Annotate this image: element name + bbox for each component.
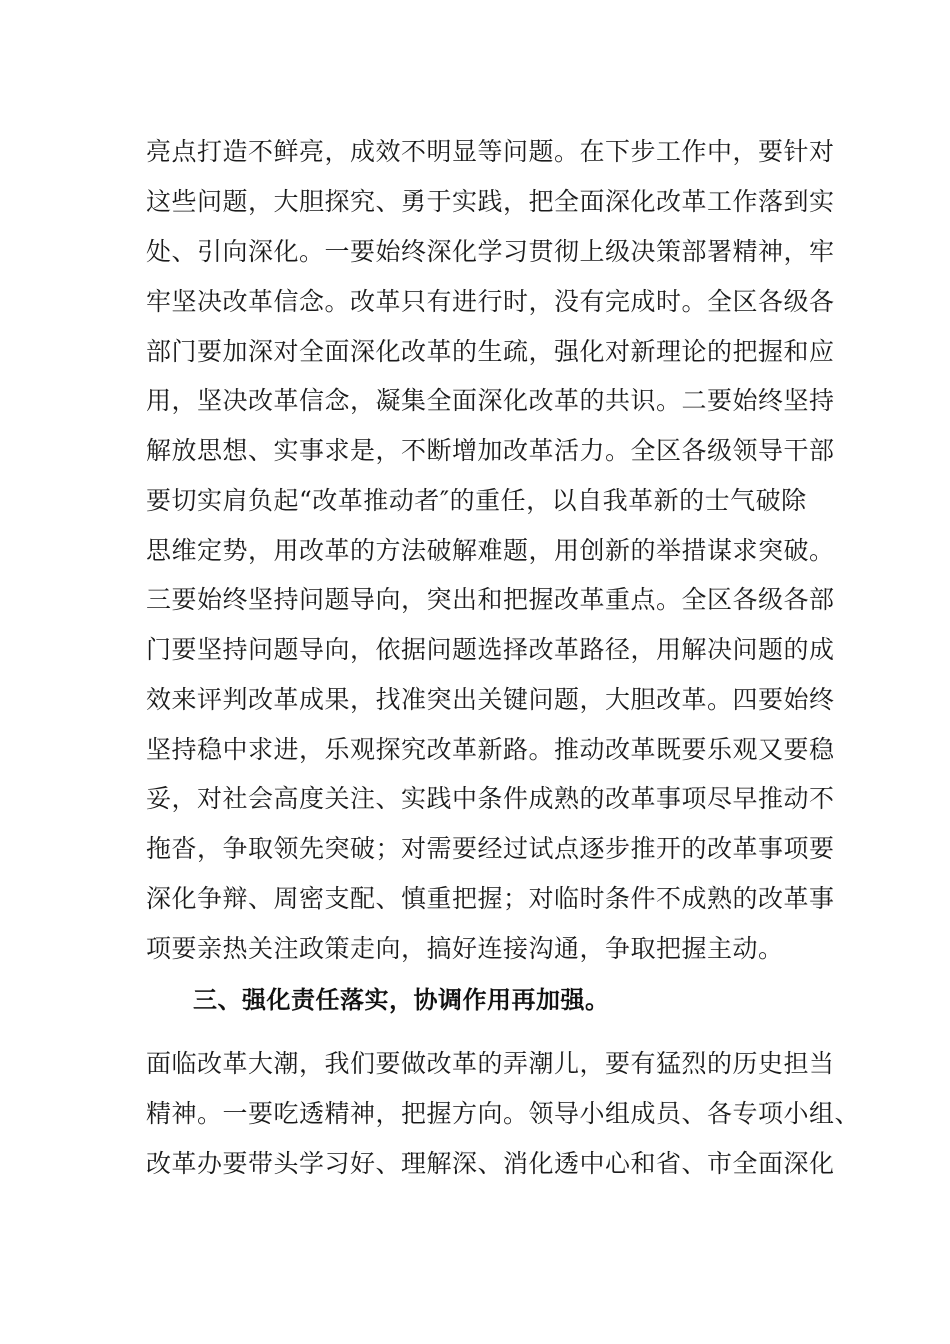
paragraph-line: 牢坚决改革信念。改革只有进行时，没有完成时。全区各级各 (146, 287, 835, 316)
paragraph-line: 三要始终坚持问题导向，突出和把握改革重点。全区各级各部 (146, 585, 835, 614)
paragraph-line: 部门要加深对全面深化改革的生疏，强化对新理论的把握和应 (146, 337, 835, 366)
paragraph-line: 深化争辩、周密支配、慎重把握；对临时条件不成熟的改革事 (146, 884, 835, 913)
section-heading: 三、强化责任落实，协调作用再加强。 (193, 986, 610, 1014)
paragraph-line: 这些问题，大胆探究、勇于实践，把全面深化改革工作落到实 (146, 187, 835, 216)
paragraph-line: 拖沓，争取领先突破；对需要经过试点逐步推开的改革事项要 (146, 834, 835, 863)
paragraph-line: 精神。一要吃透精神，把握方向。领导小组成员、各专项小组、 (146, 1099, 861, 1128)
paragraph-line: 改革办要带头学习好、理解深、消化透中心和省、市全面深化 (146, 1149, 835, 1178)
paragraph-line: 妥，对社会高度关注、实践中条件成熟的改革事项尽早推动不 (146, 784, 835, 813)
paragraph-line: 坚持稳中求进，乐观探究改革新路。推动改革既要乐观又要稳 (146, 735, 835, 764)
paragraph-line: 用，坚决改革信念，凝集全面深化改革的共识。二要始终坚持 (146, 386, 835, 415)
paragraph-line: 项要亲热关注政策走向，搞好连接沟通，争取把握主动。 (146, 934, 784, 963)
paragraph-line: 处、引向深化。一要始终深化学习贯彻上级决策部署精神，牢 (146, 237, 835, 266)
paragraph-line: 面临改革大潮，我们要做改革的弄潮儿，要有猛烈的历史担当 (146, 1049, 835, 1078)
paragraph-line: 思维定势，用改革的方法破解难题，用创新的举措谋求突破。 (146, 536, 835, 565)
paragraph-line: 亮点打造不鲜亮，成效不明显等问题。在下步工作中，要针对 (146, 137, 835, 166)
paragraph-line: 解放思想、实事求是，不断增加改革活力。全区各级领导干部 (146, 436, 835, 465)
paragraph-line: 要切实肩负起“改革推动者″的重任，以自我革新的士气破除 (146, 486, 807, 515)
paragraph-line: 门要坚持问题导向，依据问题选择改革路径，用解决问题的成 (146, 635, 835, 664)
paragraph-line: 效来评判改革成果，找准突出关键问题，大胆改革。四要始终 (146, 685, 835, 714)
